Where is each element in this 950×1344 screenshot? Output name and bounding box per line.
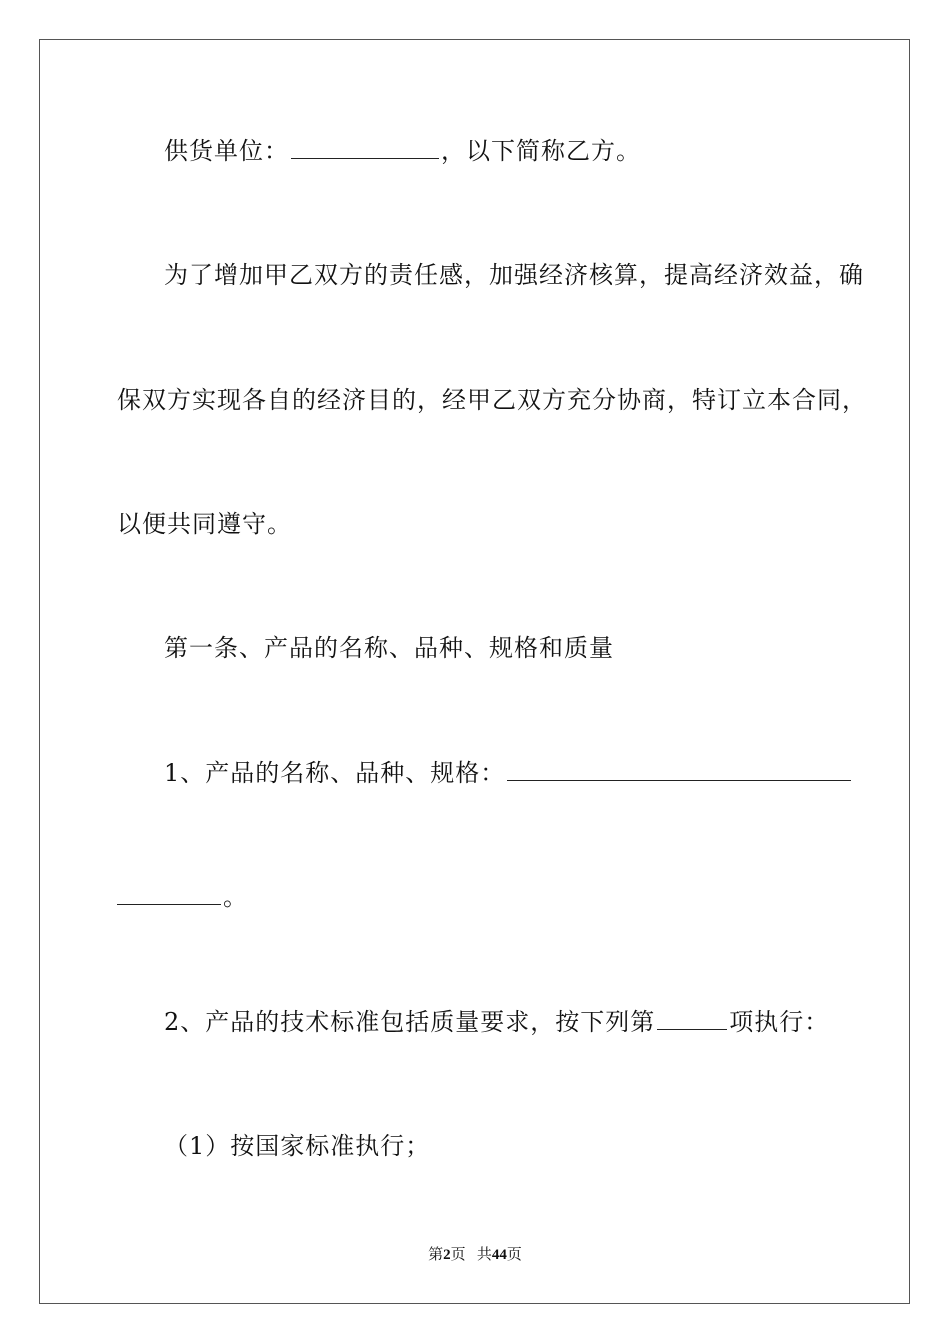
footer-page-suffix: 页 — [450, 1247, 466, 1263]
supplier-label: 供货单位： — [164, 137, 289, 165]
footer-total-label: 共 — [476, 1247, 492, 1263]
footer-total-suffix: 页 — [506, 1247, 522, 1263]
tech-standard-suffix: 项执行： — [729, 1008, 830, 1036]
product-name-line — [164, 758, 853, 788]
period-mark: 。 — [223, 883, 248, 911]
tech-standard-line — [164, 1007, 829, 1037]
paragraph-line-1: 为了增加甲乙双方的责任感，加强经济核算，提高经济效益，确 — [164, 261, 864, 289]
footer-page-number: 2 — [443, 1247, 451, 1263]
tech-standard-blank[interactable] — [657, 1007, 727, 1030]
page-border — [39, 39, 910, 1304]
tech-standard-label: 2、产品的技术标准包括质量要求，按下列第 — [164, 1008, 656, 1036]
supplier-suffix: ，以下简称乙方。 — [441, 137, 641, 165]
national-standard-item: （1）按国家标准执行； — [164, 1132, 431, 1160]
footer-total-number: 44 — [491, 1247, 507, 1263]
product-name-blank-2[interactable] — [117, 882, 221, 905]
paragraph-line-3: 以便共同遵守。 — [117, 510, 292, 538]
page-footer — [0, 1245, 950, 1265]
footer-page-label: 第 — [428, 1247, 444, 1263]
supplier-line — [164, 136, 641, 166]
article-1-heading: 第一条、产品的名称、品种、规格和质量 — [164, 634, 614, 662]
paragraph-line-2: 保双方实现各自的经济目的，经甲乙双方充分协商，特订立本合同， — [117, 386, 867, 414]
product-name-blank[interactable] — [507, 758, 851, 781]
product-name-label: 1、产品的名称、品种、规格： — [164, 759, 506, 787]
supplier-blank[interactable] — [291, 136, 439, 159]
product-name-continued — [117, 882, 248, 912]
